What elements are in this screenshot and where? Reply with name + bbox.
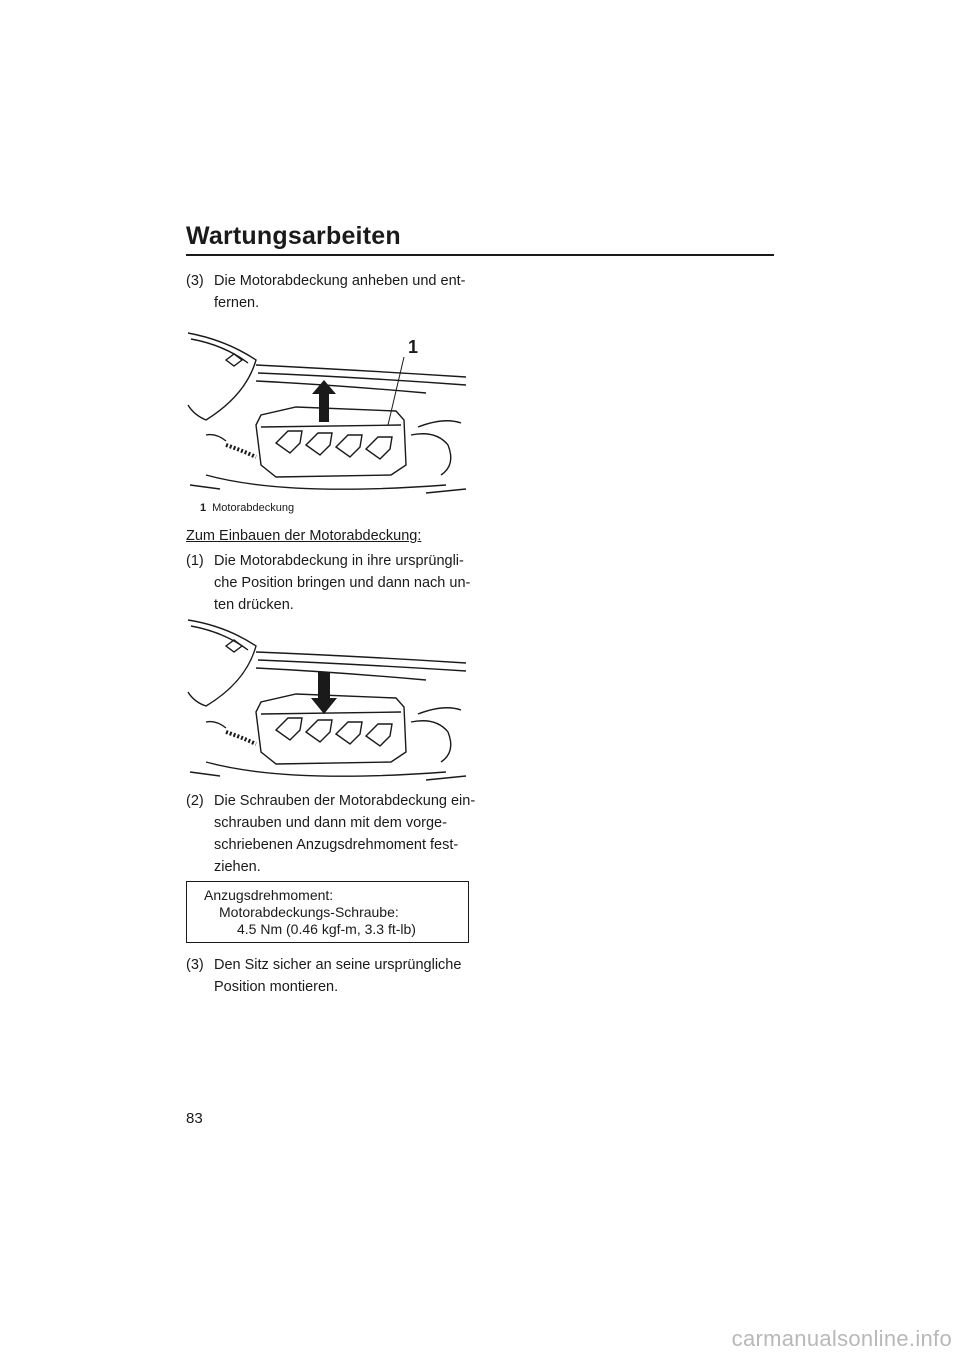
spec-item: Motorabdeckungs-Schraube: bbox=[219, 904, 399, 920]
step-text: Den Sitz sicher an seine ursprüngliche Position montieren. bbox=[214, 957, 462, 995]
step-text: Die Motorabdeckung anheben und ent-fernen. bbox=[214, 273, 466, 311]
step-install-3 bbox=[186, 954, 476, 998]
figure-callout-1: 1 bbox=[408, 337, 419, 357]
step-number: (3) bbox=[186, 273, 204, 289]
caption-text: Motorabdeckung bbox=[212, 502, 295, 514]
page-title: Wartungsarbeiten bbox=[186, 222, 401, 250]
figure-install-engine-cover bbox=[186, 608, 472, 788]
spec-value: 4.5 Nm (0.46 kgf-m, 3.3 ft-lb) bbox=[237, 921, 416, 937]
step-text: Die Schrauben der Motorabdeckung ein-schrauben und dann mit dem vorge-schriebenen Anzugsdrehmoment fest-ziehen. bbox=[214, 793, 476, 875]
title-rule bbox=[186, 254, 774, 256]
step-number: (2) bbox=[186, 793, 204, 809]
step-number: (1) bbox=[186, 553, 204, 569]
watermark-url[interactable]: carmanualsonline.info bbox=[731, 1326, 952, 1351]
spec-label: Anzugsdrehmoment: bbox=[204, 887, 334, 903]
step-install-1 bbox=[186, 550, 476, 616]
install-heading: Zum Einbauen der Motorabdeckung: bbox=[186, 528, 422, 544]
step-text: Die Motorabdeckung in ihre ursprüngli-che Position bringen und dann nach un-ten drücken. bbox=[214, 553, 471, 613]
step-number: (3) bbox=[186, 957, 204, 973]
figure-remove-engine-cover bbox=[186, 315, 472, 501]
step-install-2 bbox=[186, 790, 476, 878]
arrow-up-icon bbox=[312, 380, 336, 422]
caption-number: 1 bbox=[200, 502, 207, 514]
figure-caption bbox=[200, 502, 294, 514]
step-remove-cover bbox=[186, 270, 476, 314]
torque-spec-box bbox=[186, 881, 469, 943]
page-number: 83 bbox=[186, 1110, 203, 1127]
arrow-down-icon bbox=[311, 672, 337, 714]
